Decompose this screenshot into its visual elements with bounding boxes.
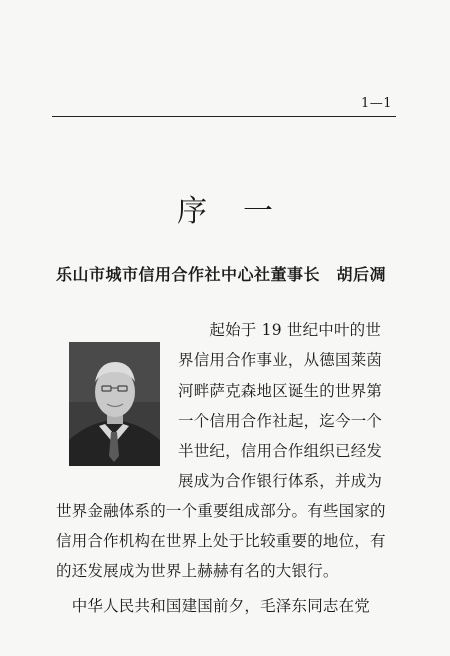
author-line: 乐山市城市信用合作社中心社董事长 胡后凋 <box>56 265 387 284</box>
body-line-6: 展成为合作银行体系，并成为 <box>178 472 383 490</box>
body-line-10: 中华人民共和国建国前夕，毛泽东同志在党 <box>56 597 371 615</box>
body-line-2: 界信用合作事业，从德国莱茵 <box>178 351 383 369</box>
portrait-image <box>69 342 160 466</box>
portrait-photo <box>69 342 160 466</box>
body-line-4: 一个信用合作社起，迄今一个 <box>178 412 383 430</box>
body-line-5: 半世纪，信用合作组织已经发 <box>178 442 383 460</box>
page-number: 1—1 <box>360 96 392 111</box>
body-line-1: 起始于 19 世纪中叶的世 <box>178 321 382 339</box>
body-line-7: 世界金融体系的一个重要组成部分。有些国家的 <box>56 502 386 520</box>
page-title: 序一 <box>177 194 309 229</box>
body-line-3: 河畔萨克森地区诞生的世界第 <box>178 382 383 400</box>
body-line-9: 的还发展成为世界上赫赫有名的大银行。 <box>56 562 339 580</box>
header-rule <box>52 116 396 117</box>
body-line-8: 信用合作机构在世界上处于比较重要的地位，有 <box>56 532 386 550</box>
